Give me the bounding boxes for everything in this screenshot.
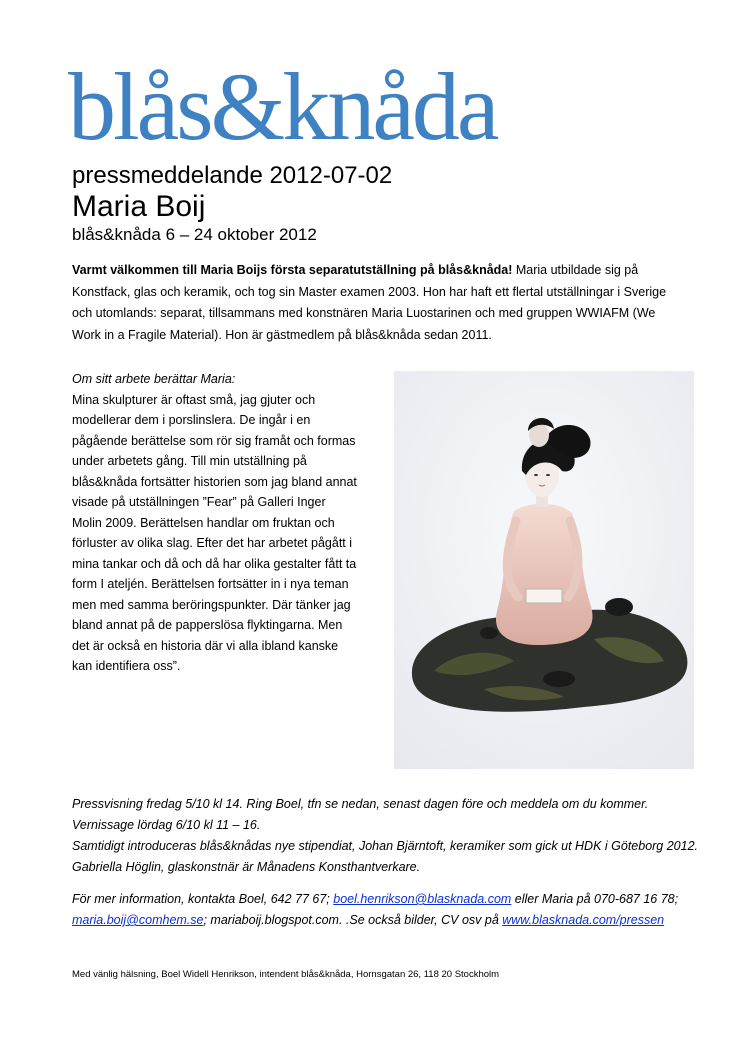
boel-email-link[interactable]: boel.henrikson@blasknada.com	[333, 892, 512, 906]
intro-paragraph	[72, 260, 682, 346]
contact-text-2: eller Maria på 070-687 16 78;	[511, 892, 679, 906]
intro-text: Maria utbildade sig på Konstfack, glas och keramik, och tog sin Master examen 2003. Hon har haft ett flertal utställningar i Sverige och utomlands: separat, tillsammans med konstnären Maria Luostarinen och med gruppen WWIAFM (We Work in a Fragile Material). Hon är gästmedlem på blås&knåda sedan 2011.	[72, 263, 667, 342]
press-release-date: pressmeddelande 2012-07-02	[72, 162, 393, 189]
statement-heading: Om sitt arbete berättar Maria:	[72, 372, 236, 386]
exhibition-dates: blås&knåda 6 – 24 oktober 2012	[72, 225, 317, 244]
maria-email-link[interactable]: maria.boij@comhem.se	[72, 913, 204, 927]
sculpture-photo	[394, 371, 694, 769]
contact-info	[72, 889, 712, 931]
events-section	[72, 794, 712, 878]
intro-lead: Varmt välkommen till Maria Boijs första separatutställning på blås&knåda!	[72, 263, 513, 277]
press-viewing-text: . Ring Boel, tfn se nedan, senast dagen före och meddela om du kommer.	[239, 797, 649, 811]
artist-statement	[72, 369, 357, 677]
contact-text-3: ; mariaboij.blogspot.com. .Se också bilder, CV osv på	[203, 913, 503, 927]
artist-name: Maria Boij	[72, 190, 206, 223]
vernissage: Vernissage lördag 6/10 kl 11 – 16.	[72, 818, 261, 832]
press-viewing: Pressvisning fredag 5/10 kl 14	[72, 797, 240, 811]
also-introduced: Samtidigt introduceras blås&knådas nye stipendiat, Johan Bjärntoft, keramiker som gick ut HDK i Göteborg 2012. Gabriella Höglin, glaskonstnär är Månadens Konsthantverkare.	[72, 839, 699, 874]
press-page-link[interactable]: www.blasknada.com/pressen	[502, 913, 665, 927]
footer-signature: Med vänlig hälsning, Boel Widell Henrikson, intendent blås&knåda, Hornsgatan 26, 118 20 Stockholm	[72, 969, 500, 980]
sculpture-illustration	[394, 371, 694, 769]
statement-body: Mina skulpturer är oftast små, jag gjuter och modellerar dem i porslinslera. De ingår i en pågående berättelse som rör sig framåt och formas under arbetets gång. Till min utställning på blås&knåda fortsätter historien som jag bland annat visade på utställningen ”Fear” på Galleri Inger Molin 2009. Berättelsen handlar om fruktan och förluster av olika slag. Efter det har arbetet pågått i mina tankar och då och då har olika gestalter fått ta form I ateljén. Berättelsen fortsätter in i nya teman men med samma beröringspunkter. Där tänker jag bland annat på de papperslösa flyktingarna. Men det är också en historia där vi alla ibland kanske kan identifiera oss”.	[72, 392, 357, 673]
contact-text-1: För mer information, kontakta Boel, 642 77 67;	[72, 892, 334, 906]
logo: blås&knåda	[68, 53, 497, 160]
